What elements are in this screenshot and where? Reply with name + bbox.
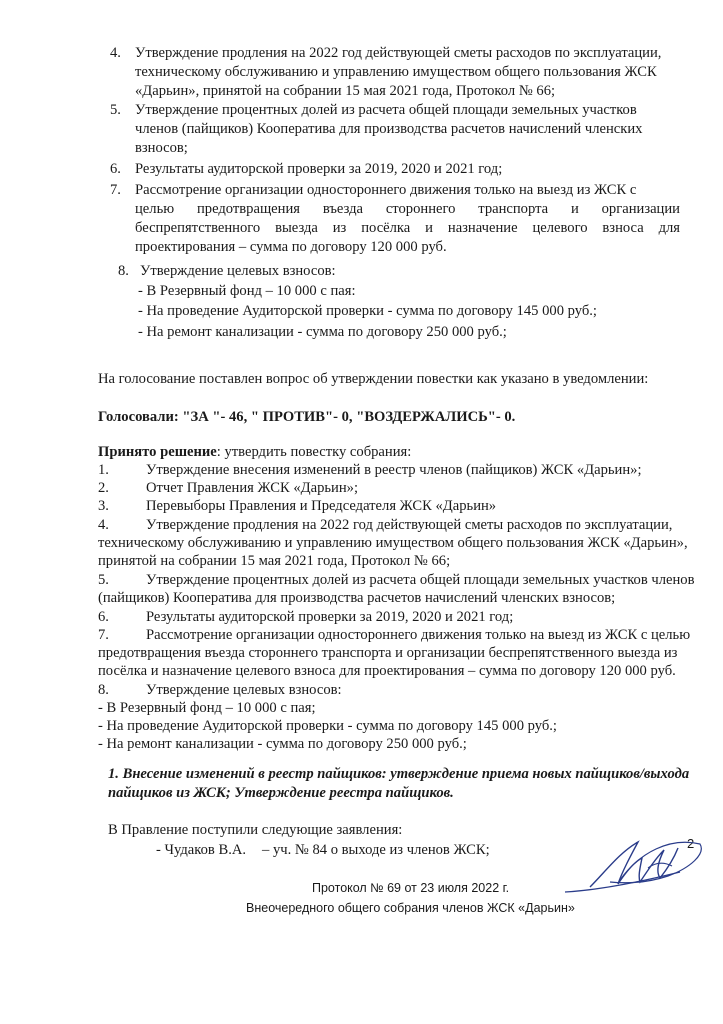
decision-label: Принято решение (98, 444, 217, 460)
decision-item-text: (пайщиков) Кооператива для производства расчетов начислений членских взносов; (98, 590, 616, 606)
decision-item-number: 2. (98, 480, 109, 496)
footer-protocol: Протокол № 69 от 23 июля 2022 г. (312, 881, 510, 895)
agenda-item-text: Утверждение продления на 2022 год действующей сметы расходов по эксплуатации, (135, 45, 662, 61)
footer-meeting: Внеочередного общего собрания членов ЖСК «Дарьин» (246, 901, 575, 915)
decision-item-text: Результаты аудиторской проверки за 2019, 2020 и 2021 год; (146, 609, 514, 625)
agenda-item-text: Результаты аудиторской проверки за 2019, 2020 и 2021 год; (135, 161, 503, 177)
decision-item-text: Утверждение внесения изменений в реестр членов (пайщиков) ЖСК «Дарьин»; (146, 462, 642, 478)
section-heading: 1. Внесение изменений в реестр пайщиков: утверждение приема новых пайщиков/выхода (108, 766, 690, 782)
agenda-item-number: 5. (110, 102, 121, 118)
signature-icon (560, 832, 710, 902)
agenda-item-text: целью предотвращения въезда стороннего транспорта и организации (135, 201, 680, 217)
decision-text: : утвердить повестку собрания: (216, 444, 412, 460)
agenda-subitem: - На ремонт канализации - сумма по договору 250 000 руб.; (138, 324, 507, 340)
decision-item-number: 7. (98, 627, 109, 643)
decision-item-number: 6. (98, 609, 109, 625)
agenda-subitem: - В Резервный фонд – 10 000 с пая: (138, 283, 356, 299)
agenda-item-number: 6. (110, 161, 121, 177)
section-heading: пайщиков из ЖСК; Утверждение реестра пайщиков. (108, 785, 454, 801)
agenda-item-number: 4. (110, 45, 121, 61)
decision-item-number: 3. (98, 498, 109, 514)
decision-item-text: Рассмотрение организации одностороннего движения только на выезд из ЖСК с целью (146, 627, 691, 643)
agenda-item-text: беспрепятственного выезда из посёлка и назначение целевого взноса для (135, 220, 680, 236)
decision-item-text: предотвращения въезда стороннего транспорта и организации беспрепятственного выезда из (98, 645, 678, 661)
agenda-item-text: Утверждение процентных долей из расчета общей площади земельных участков (135, 102, 637, 118)
applications-entry-text: – уч. № 84 о выходе из членов ЖСК; (262, 842, 490, 858)
vote-result: Голосовали: "ЗА "- 46, " ПРОТИВ"- 0, "ВОЗДЕРЖАЛИСЬ"- 0. (98, 409, 516, 425)
vote-question: На голосование поставлен вопрос об утверждении повестки как указано в уведомлении: (98, 371, 649, 387)
decision-item-text: посёлка и назначение целевого взноса для проектирования – сумма по договору 120 000 руб. (98, 663, 676, 679)
decision-item-text: Утверждение продления на 2022 год действующей сметы расходов по эксплуатации, (146, 517, 673, 533)
decision-item-number: 4. (98, 517, 109, 533)
decision-subitem: - На проведение Аудиторской проверки - сумма по договору 145 000 руб.; (98, 718, 557, 734)
agenda-subitem: - На проведение Аудиторской проверки - сумма по договору 145 000 руб.; (138, 303, 597, 319)
decision-subitem: - В Резервный фонд – 10 000 с пая; (98, 700, 316, 716)
decision-item-text: Утверждение целевых взносов: (146, 682, 342, 698)
decision-item-text: Перевыборы Правления и Председателя ЖСК «Дарьин» (146, 498, 497, 514)
agenda-item-text: членов (пайщиков) Кооператива для производства расчетов начислений членских (135, 121, 643, 137)
decision-heading (98, 443, 411, 461)
decision-subitem: - На ремонт канализации - сумма по договору 250 000 руб.; (98, 736, 467, 752)
agenda-item-text: взносов; (135, 140, 188, 156)
agenda-item-text: техническому обслуживанию и управлению имуществом общего пользования ЖСК (135, 64, 657, 80)
agenda-item-text: «Дарьин», принятой на собрании 15 мая 2021 года, Протокол № 66; (135, 83, 556, 99)
decision-item-text: техническому обслуживанию и управлению имуществом общего пользования ЖСК «Дарьин», (98, 535, 688, 551)
decision-item-text: Отчет Правления ЖСК «Дарьин»; (146, 480, 358, 496)
applications-entry-name: - Чудаков В.А. (156, 842, 247, 858)
page-number: 2 (687, 836, 695, 851)
decision-item-number: 5. (98, 572, 109, 588)
applications-intro: В Правление поступили следующие заявления: (108, 822, 403, 838)
agenda-item-number: 7. (110, 182, 121, 198)
decision-item-text: Утверждение процентных долей из расчета общей площади земельных участков членов (146, 572, 695, 588)
agenda-item-text: Утверждение целевых взносов: (140, 263, 336, 279)
decision-item-number: 8. (98, 682, 109, 698)
agenda-item-number: 8. (118, 263, 129, 279)
decision-item-text: принятой на собрании 15 мая 2021 года, Протокол № 66; (98, 553, 451, 569)
agenda-item-text: Рассмотрение организации одностороннего движения только на выезд из ЖСК с (135, 182, 637, 198)
decision-item-number: 1. (98, 462, 109, 478)
agenda-item-text: проектирования – сумма по договору 120 000 руб. (135, 239, 447, 255)
